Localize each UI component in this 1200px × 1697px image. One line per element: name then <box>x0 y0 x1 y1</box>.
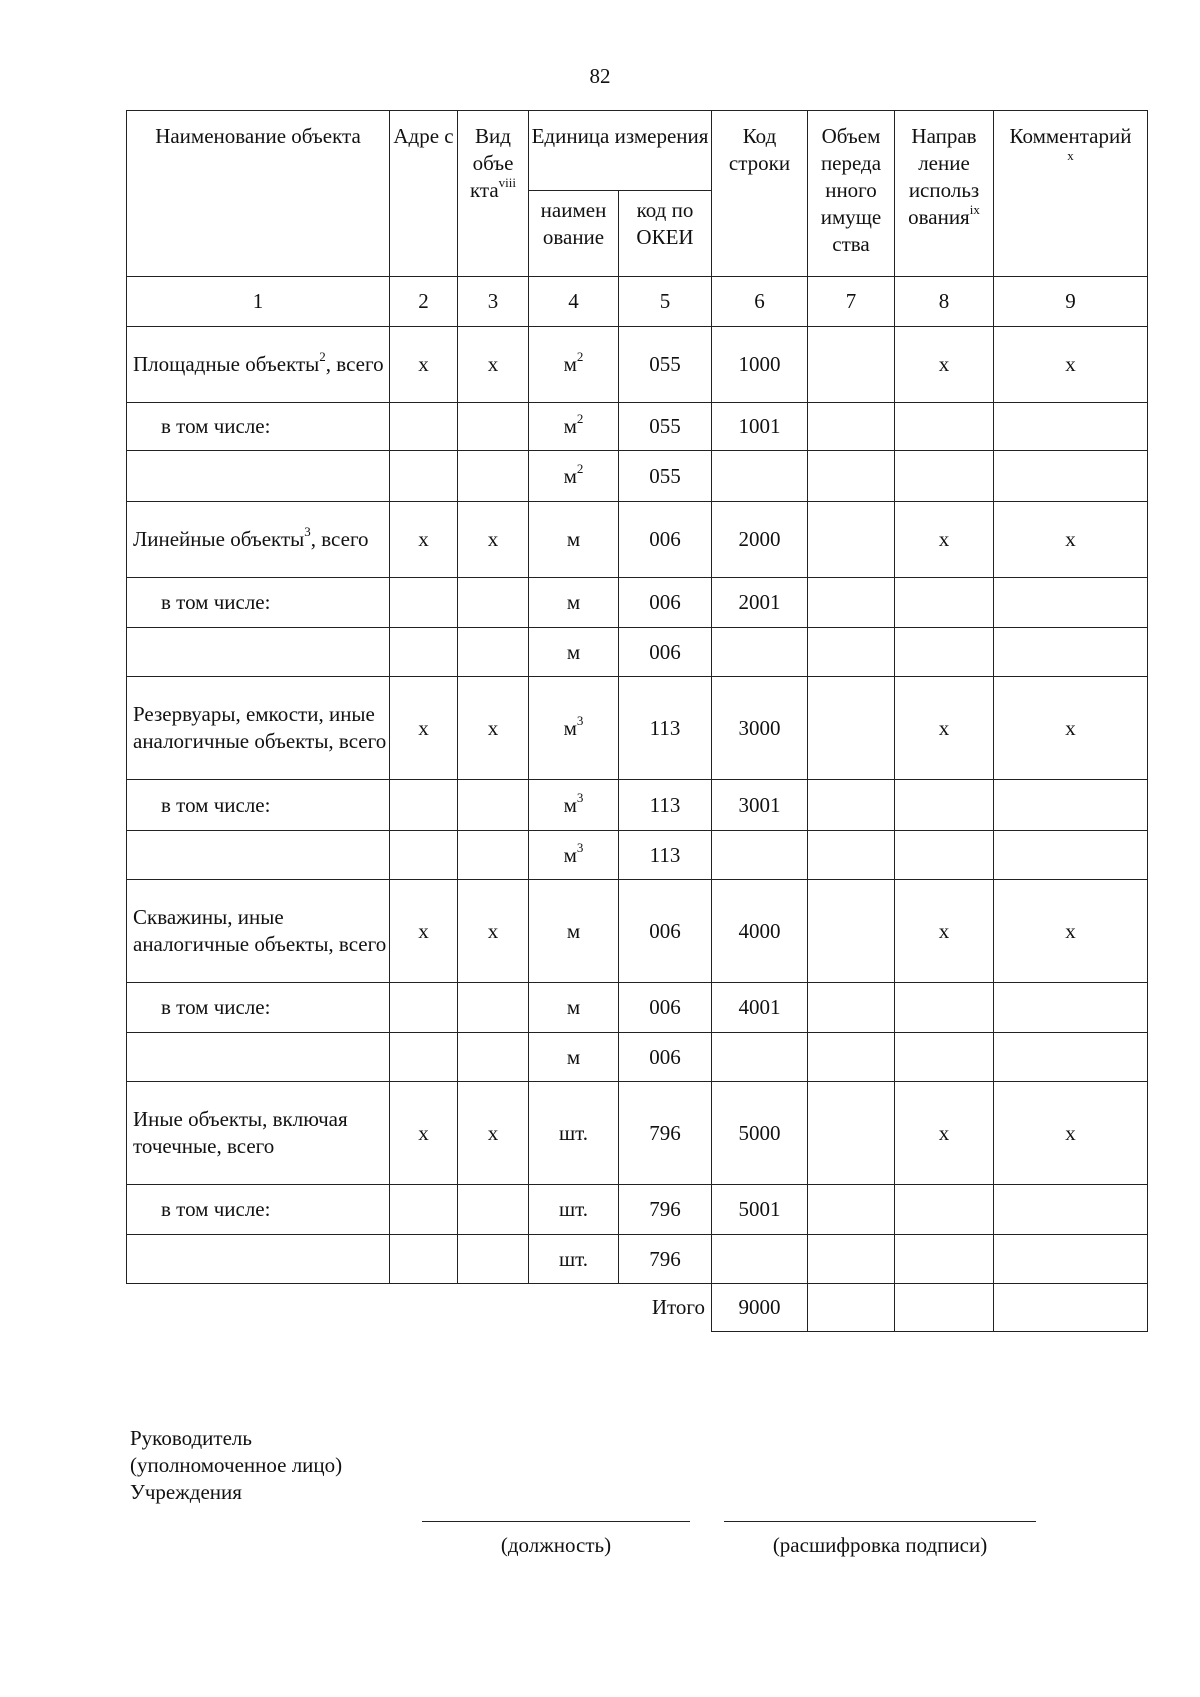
line-code-cell: 3000 <box>712 677 808 780</box>
volume-cell <box>808 1033 895 1082</box>
direction-cell <box>895 1235 994 1284</box>
direction-cell <box>895 403 994 451</box>
header-comment: Комментарий $^x$ <box>994 111 1148 277</box>
unit-cell: м <box>529 578 619 628</box>
volume-cell <box>808 880 895 983</box>
unit-cell: м <box>529 1033 619 1082</box>
object-name-cell: в том числе: <box>127 983 390 1033</box>
unit-cell: шт. <box>529 1235 619 1284</box>
direction-cell <box>895 983 994 1033</box>
comment-cell: x <box>994 880 1148 983</box>
decode-caption: (расшифровка подписи) <box>772 1533 988 1557</box>
volume-cell <box>808 578 895 628</box>
direction-cell <box>895 1033 994 1082</box>
position-signature-line <box>422 1521 690 1522</box>
okei-cell: 006 <box>619 880 712 983</box>
okei-cell: 055 <box>619 403 712 451</box>
col-number: 2 <box>390 277 458 327</box>
comment-cell <box>994 628 1148 677</box>
direction-cell: x <box>895 677 994 780</box>
object-name-cell: Резервуары, емкости, иные аналогичные объекты, всего <box>127 677 390 780</box>
type-cell: x <box>458 880 529 983</box>
table-row <box>127 403 1148 451</box>
unit-cell: $м^3$ <box>529 831 619 880</box>
table-row <box>127 1033 1148 1082</box>
object-name-cell <box>127 1235 390 1284</box>
type-cell: x <box>458 502 529 578</box>
position-caption: (должность) <box>500 1533 612 1557</box>
okei-cell: 006 <box>619 578 712 628</box>
direction-cell: x <box>895 1082 994 1185</box>
total-comment-cell <box>994 1284 1148 1332</box>
address-cell: x <box>390 1082 458 1185</box>
volume-cell <box>808 1185 895 1235</box>
comment-cell <box>994 983 1148 1033</box>
direction-cell: x <box>895 880 994 983</box>
comment-cell: x <box>994 677 1148 780</box>
object-name-cell: в том числе: <box>127 403 390 451</box>
table-row <box>127 502 1148 578</box>
table-row <box>127 578 1148 628</box>
line-code-cell <box>712 831 808 880</box>
column-numbers-row <box>127 277 1148 327</box>
table-row <box>127 628 1148 677</box>
volume-cell <box>808 831 895 880</box>
direction-cell: x <box>895 502 994 578</box>
line-code-cell: 2000 <box>712 502 808 578</box>
object-name-cell <box>127 1033 390 1082</box>
comment-cell <box>994 578 1148 628</box>
table-row <box>127 831 1148 880</box>
address-cell <box>390 983 458 1033</box>
type-cell <box>458 628 529 677</box>
direction-cell: x <box>895 327 994 403</box>
type-cell <box>458 1033 529 1082</box>
line-code-cell <box>712 628 808 677</box>
okei-cell: 113 <box>619 677 712 780</box>
unit-cell: $м^2$ <box>529 327 619 403</box>
line-code-cell: 4001 <box>712 983 808 1033</box>
line-code-cell: 3001 <box>712 780 808 831</box>
address-cell <box>390 628 458 677</box>
col-number: 6 <box>712 277 808 327</box>
table-row <box>127 677 1148 780</box>
okei-cell: 006 <box>619 628 712 677</box>
table-row <box>127 451 1148 502</box>
comment-cell <box>994 1185 1148 1235</box>
direction-cell <box>895 831 994 880</box>
unit-cell: м <box>529 628 619 677</box>
address-cell <box>390 451 458 502</box>
table-row <box>127 327 1148 403</box>
header-object-name: Наименование объекта <box>127 111 390 277</box>
comment-cell: x <box>994 502 1148 578</box>
okei-cell: 113 <box>619 780 712 831</box>
object-name-cell: Линейные объекты$^3$, всего <box>127 502 390 578</box>
header-row-1 <box>127 111 1148 191</box>
header-usage-direction: Направ ление использ ования$^{ix}$ <box>895 111 994 277</box>
volume-cell <box>808 780 895 831</box>
type-cell <box>458 403 529 451</box>
unit-cell: $м^2$ <box>529 403 619 451</box>
comment-cell <box>994 780 1148 831</box>
col-number: 8 <box>895 277 994 327</box>
direction-cell <box>895 451 994 502</box>
line-code-cell <box>712 1235 808 1284</box>
type-cell <box>458 1185 529 1235</box>
comment-cell <box>994 1033 1148 1082</box>
address-cell <box>390 1235 458 1284</box>
header-line-code: Код строки <box>712 111 808 277</box>
comment-cell: x <box>994 327 1148 403</box>
unit-cell: м <box>529 880 619 983</box>
decode-signature-line <box>724 1521 1036 1522</box>
type-cell: x <box>458 327 529 403</box>
total-label: Итого <box>127 1284 712 1332</box>
header-object-type: Вид объе кта$^{viii}$ <box>458 111 529 277</box>
address-cell <box>390 578 458 628</box>
volume-cell <box>808 403 895 451</box>
line-code-cell: 4000 <box>712 880 808 983</box>
signatory-subtitle: (уполномоченное лицо) <box>130 1453 343 1477</box>
okei-cell: 796 <box>619 1082 712 1185</box>
address-cell <box>390 780 458 831</box>
okei-cell: 006 <box>619 983 712 1033</box>
okei-cell: 006 <box>619 502 712 578</box>
address-cell <box>390 403 458 451</box>
type-cell <box>458 831 529 880</box>
volume-cell <box>808 628 895 677</box>
signatory-title: Руководитель <box>130 1426 252 1450</box>
line-code-cell: 2001 <box>712 578 808 628</box>
line-code-cell: 1001 <box>712 403 808 451</box>
signatory-org: Учреждения <box>130 1480 242 1504</box>
table-row <box>127 1185 1148 1235</box>
type-cell <box>458 780 529 831</box>
line-code-cell <box>712 451 808 502</box>
volume-cell <box>808 451 895 502</box>
object-name-cell: в том числе: <box>127 780 390 831</box>
object-name-cell <box>127 831 390 880</box>
header-transferred-volume: Объем переда нного имуще ства <box>808 111 895 277</box>
address-cell <box>390 1185 458 1235</box>
objects-table <box>126 110 1148 1332</box>
total-row <box>127 1284 1148 1332</box>
address-cell: x <box>390 880 458 983</box>
comment-cell: x <box>994 1082 1148 1185</box>
object-name-cell <box>127 451 390 502</box>
okei-cell: 113 <box>619 831 712 880</box>
volume-cell <box>808 502 895 578</box>
signatory-block <box>130 1425 342 1506</box>
total-volume-cell <box>808 1284 895 1332</box>
table-row <box>127 780 1148 831</box>
object-name-cell: Скважины, иные аналогичные объекты, всего <box>127 880 390 983</box>
address-cell <box>390 831 458 880</box>
table-row <box>127 1082 1148 1185</box>
total-direction-cell <box>895 1284 994 1332</box>
volume-cell <box>808 327 895 403</box>
okei-cell: 055 <box>619 327 712 403</box>
header-unit: Единица измерения <box>529 111 712 191</box>
unit-cell: $м^3$ <box>529 780 619 831</box>
direction-cell <box>895 578 994 628</box>
direction-cell <box>895 780 994 831</box>
okei-cell: 796 <box>619 1235 712 1284</box>
unit-cell: шт. <box>529 1185 619 1235</box>
object-name-cell: в том числе: <box>127 1185 390 1235</box>
unit-cell: м <box>529 983 619 1033</box>
comment-cell <box>994 451 1148 502</box>
unit-cell: шт. <box>529 1082 619 1185</box>
object-name-cell: Площадные объекты$^2$, всего <box>127 327 390 403</box>
line-code-cell: 5000 <box>712 1082 808 1185</box>
address-cell: x <box>390 327 458 403</box>
line-code-cell: 1000 <box>712 327 808 403</box>
address-cell <box>390 1033 458 1082</box>
header-address: Адре с <box>390 111 458 277</box>
col-number: 7 <box>808 277 895 327</box>
okei-cell: 796 <box>619 1185 712 1235</box>
col-number: 1 <box>127 277 390 327</box>
address-cell: x <box>390 677 458 780</box>
type-cell: x <box>458 677 529 780</box>
header-okei-code: код по ОКЕИ <box>619 191 712 277</box>
object-name-cell: в том числе: <box>127 578 390 628</box>
direction-cell <box>895 1185 994 1235</box>
total-line-code: 9000 <box>712 1284 808 1332</box>
comment-cell <box>994 1235 1148 1284</box>
unit-cell: м <box>529 502 619 578</box>
address-cell: x <box>390 502 458 578</box>
table-row <box>127 983 1148 1033</box>
col-number: 5 <box>619 277 712 327</box>
page-number: 82 <box>589 64 611 88</box>
volume-cell <box>808 677 895 780</box>
object-name-cell: Иные объекты, включая точечные, всего <box>127 1082 390 1185</box>
line-code-cell: 5001 <box>712 1185 808 1235</box>
volume-cell <box>808 1235 895 1284</box>
volume-cell <box>808 1082 895 1185</box>
table-row <box>127 1235 1148 1284</box>
table-row <box>127 880 1148 983</box>
object-name-cell <box>127 628 390 677</box>
okei-cell: 055 <box>619 451 712 502</box>
volume-cell <box>808 983 895 1033</box>
comment-cell <box>994 403 1148 451</box>
type-cell <box>458 983 529 1033</box>
col-number: 3 <box>458 277 529 327</box>
comment-cell <box>994 831 1148 880</box>
header-unit-name: наимен ование <box>529 191 619 277</box>
unit-cell: $м^2$ <box>529 451 619 502</box>
type-cell <box>458 578 529 628</box>
direction-cell <box>895 628 994 677</box>
col-number: 4 <box>529 277 619 327</box>
type-cell <box>458 451 529 502</box>
okei-cell: 006 <box>619 1033 712 1082</box>
type-cell: x <box>458 1082 529 1185</box>
unit-cell: $м^3$ <box>529 677 619 780</box>
type-cell <box>458 1235 529 1284</box>
col-number: 9 <box>994 277 1148 327</box>
line-code-cell <box>712 1033 808 1082</box>
